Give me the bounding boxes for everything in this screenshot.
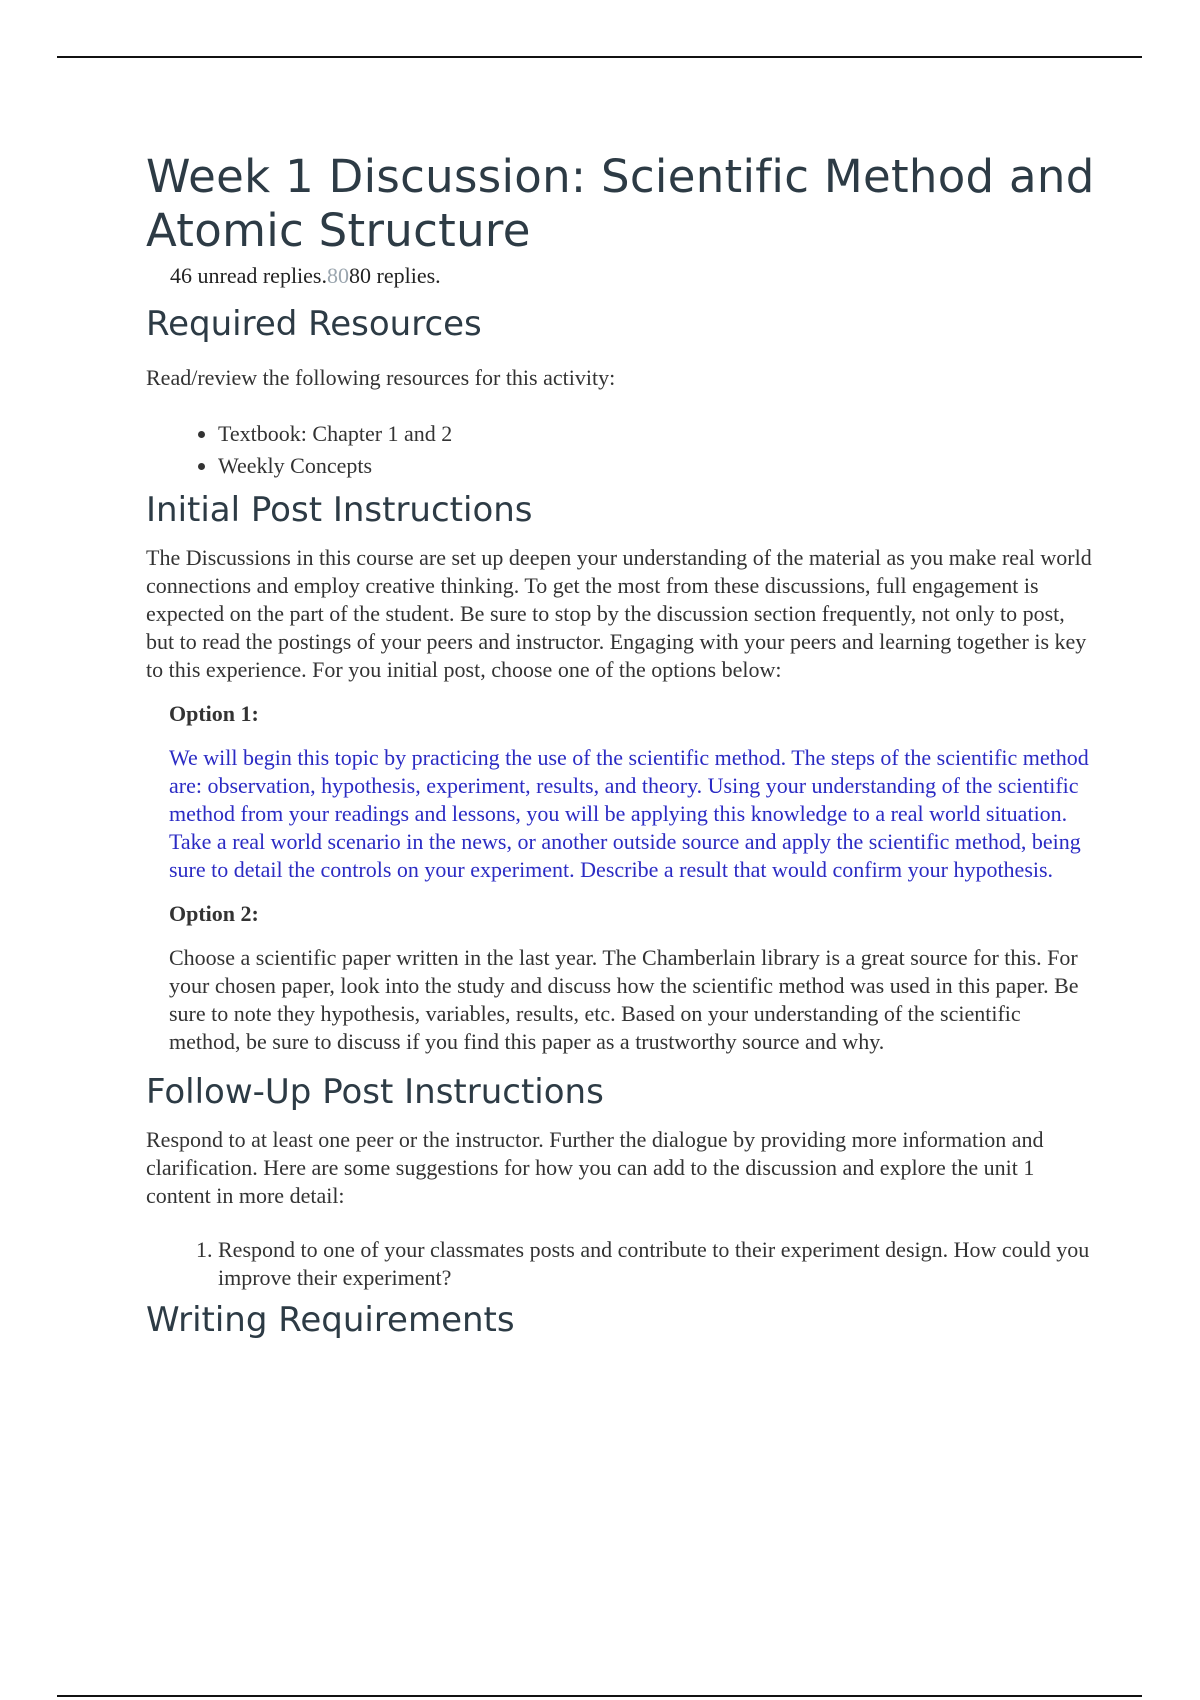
option-1-label: Option 1: (169, 701, 259, 726)
discussion-content (146, 150, 1096, 1342)
page-title: Week 1 Discussion: Scientific Method and Atomic Structure (146, 150, 1095, 257)
total-replies: 80 replies. (349, 263, 441, 288)
option-1 (169, 700, 1096, 884)
follow-up-list (146, 1236, 1096, 1292)
option-2 (169, 900, 1096, 1056)
required-resources-intro: Read/review the following resources for this activity: (146, 365, 616, 390)
list-item: 1. Respond to one of your classmates posts and contribute to their experiment design. How could you improve their experiment? (218, 1236, 1096, 1292)
required-resources-heading: Required Resources (146, 304, 482, 344)
initial-post-heading: Initial Post Instructions (146, 490, 533, 530)
option-1-text: We will begin this topic by practicing the use of the scientific method. The steps of the scientific method are: observation, hypothesis, experiment, results, and theory. Using your understanding of the scientific method from your readings and lessons, you will be applying this knowledge to a real world situation. Take a real world scenario in the news, or another outside source and apply the scientific method, being sure to detail the controls on your experiment. Describe a result that would confirm your hypothesis. (169, 745, 1089, 882)
bottom-rule (57, 1695, 1142, 1697)
writing-requirements-heading: Writing Requirements (146, 1300, 515, 1340)
follow-up-intro: Respond to at least one peer or the instructor. Further the dialogue by providing more information and clarification. Here are some suggestions for how you can add to the discussion and explore the unit 1 content in more detail: (146, 1127, 1044, 1208)
option-2-label: Option 2: (169, 901, 259, 926)
option-2-text: Choose a scientific paper written in the last year. The Chamberlain library is a great source for this. For your chosen paper, look into the study and discuss how the scientific method was used in this paper. Be sure to note they hypothesis, variables, results, etc. Based on your understanding of the scientific method, be sure to discuss if you find this paper as a trustworthy source and why. (169, 945, 1079, 1054)
list-item: • Textbook: Chapter 1 and 2 (218, 418, 1096, 450)
list-item: • Weekly Concepts (218, 450, 1096, 482)
resources-list (146, 418, 1096, 482)
follow-up-heading: Follow-Up Post Instructions (146, 1072, 604, 1112)
top-rule (57, 56, 1142, 58)
initial-post-intro: The Discussions in this course are set up deepen your understanding of the material as you make real world connections and employ creative thinking. To get the most from these discussions, full engagement is expected on the part of the student. Be sure to stop by the discussion section frequently, not only to post, but to read the postings of your peers and instructor. Engaging with your peers and learning together is key to this experience. For you initial post, choose one of the options below: (146, 545, 1092, 682)
reply-count-ghost: 80 (327, 263, 349, 288)
reply-count (170, 262, 1096, 290)
unread-replies: 46 unread replies. (170, 263, 327, 288)
